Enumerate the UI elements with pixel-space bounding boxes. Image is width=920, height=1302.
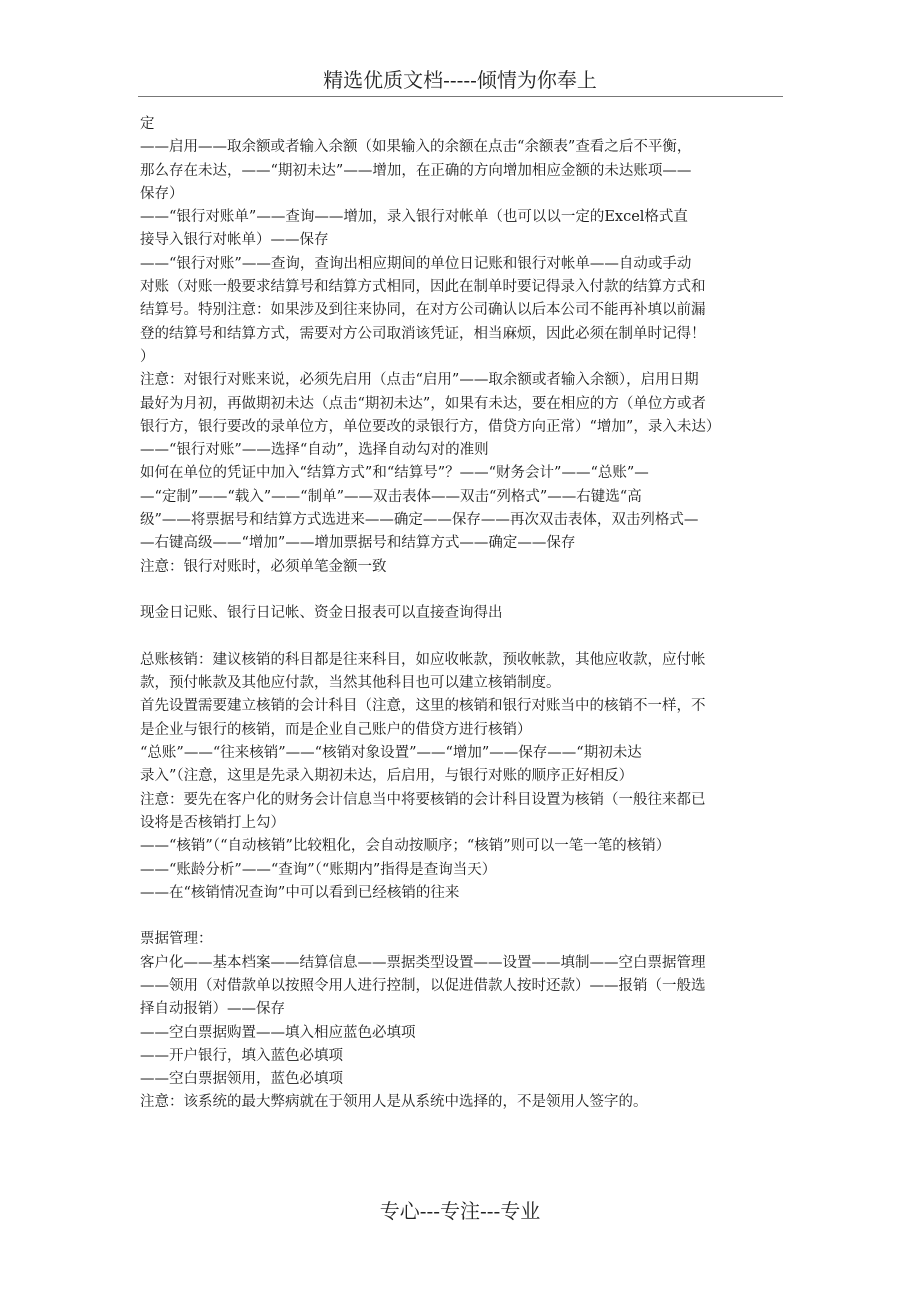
text-line: ——启用——取余额或者输入余额（如果输入的余额在点击“余额表”查看之后不平衡， bbox=[140, 139, 692, 156]
text-line: 定 bbox=[140, 116, 155, 132]
text-line: 登的结算号和结算方式，需要对方公司取消该凭证，相当麻烦，因此必须在制单时记得！ bbox=[140, 325, 706, 342]
text-line: 择自动报销）——保存 bbox=[140, 1001, 285, 1018]
text-line: ——“银行对账”——查询，查询出相应期间的单位日记账和银行对帐单——自动或手动 bbox=[140, 255, 692, 272]
text-line: 设将是否核销打上勾） bbox=[140, 814, 285, 831]
document-body bbox=[140, 113, 780, 1115]
text-line: 那么存在未达，——“期初未达”——增加，在正确的方向增加相应金额的未达账项—— bbox=[140, 162, 692, 179]
text-line: 如何在单位的凭证中加入“结算方式”和“结算号”？——“财务会计”——“总账”— bbox=[140, 465, 649, 482]
text-line: —“定制”——“载入”——“制单”——双击表体——双击“列格式”——右键选“高 bbox=[140, 488, 642, 505]
text-line: 注意：银行对账时，必须单笔金额一致 bbox=[140, 558, 387, 575]
text-line: ——开户银行，填入蓝色必填项 bbox=[140, 1047, 343, 1064]
page-footer-text: 专心---专注---专业 bbox=[379, 1199, 541, 1223]
text-line: 是企业与银行的核销，而是企业自己账户的借贷方进行核销） bbox=[140, 721, 532, 738]
text-line: ——空白票据领用，蓝色必填项 bbox=[140, 1071, 343, 1088]
text-line: ——在“核销情况查询”中可以看到已经核销的往来 bbox=[140, 884, 460, 901]
text-line: 注意：该系统的最大弊病就在于领用人是从系统中选择的，不是领用人签字的。 bbox=[140, 1094, 648, 1111]
blank-line bbox=[140, 905, 780, 928]
text-line: 结算号。特别注意：如果涉及到往来协同，在对方公司确认以后本公司不能再补填以前漏 bbox=[140, 302, 706, 319]
text-line: 最好为月初，再做期初未达（点击“期初未达”，如果有未达，要在相应的方（单位方或者 bbox=[140, 395, 706, 412]
text-line: 级”——将票据号和结算方式选进来——确定——保存——再次双击表体，双击列格式— bbox=[140, 512, 699, 529]
text-line: 款，预付帐款及其他应付款，当然其他科目也可以建立核销制度。 bbox=[140, 675, 561, 692]
text-line: 注意：对银行对账来说，必须先启用（点击“启用”——取余额或者输入余额），启用日期 bbox=[140, 372, 699, 389]
text-line: 接导入银行对帐单）——保存 bbox=[140, 232, 329, 249]
text-line: —右键高级——“增加”——增加票据号和结算方式——确定——保存 bbox=[140, 535, 576, 552]
text-line: 总账核销：建议核销的科目都是往来科目，如应收帐款，预收帐款，其他应收款，应付帐 bbox=[140, 651, 706, 668]
text-line: ——空白票据购置——填入相应蓝色必填项 bbox=[140, 1024, 416, 1041]
text-line: 票据管理： bbox=[140, 931, 213, 948]
text-line: 注意：要先在客户化的财务会计信息当中将要核销的会计科目设置为核销（一般往来都已 bbox=[140, 791, 706, 808]
blank-line bbox=[140, 579, 780, 602]
text-line: ——“核销”（“自动核销”比较粗化，会自动按顺序；“核销”则可以一笔一笔的核销） bbox=[140, 838, 671, 855]
text-line: ——“银行对账”——选择“自动”，选择自动勾对的准则 bbox=[140, 442, 489, 459]
blank-line bbox=[140, 626, 780, 649]
text-line: “总账”——“往来核销”——“核销对象设置”——“增加”——保存——“期初未达 bbox=[140, 745, 642, 762]
header-divider bbox=[138, 96, 783, 97]
text-line: ——“银行对账单”——查询——增加，录入银行对帐单（也可以以一定的Excel格式直 bbox=[140, 209, 688, 226]
text-line: ——领用（对借款单以按照令用人进行控制，以促进借款人按时还款）——报销（一般选 bbox=[140, 977, 706, 994]
text-line: ） bbox=[140, 348, 155, 365]
page-header-title: 精选优质文档-----倾情为你奉上 bbox=[323, 68, 597, 92]
text-line: ——“账龄分析”——“查询”（“账期内”指得是查询当天） bbox=[140, 861, 497, 878]
text-line: 客户化——基本档案——结算信息——票据类型设置——设置——填制——空白票据管理 bbox=[140, 954, 706, 971]
text-line: 银行方，银行要改的录单位方，单位要改的录银行方，借贷方向正常）“增加”，录入未达） bbox=[140, 418, 721, 435]
text-line: 首先设置需要建立核销的会计科目（注意，这里的核销和银行对账当中的核销不一样，不 bbox=[140, 698, 706, 715]
text-line: 录入”（注意，这里是先录入期初未达，后启用，与银行对账的顺序正好相反） bbox=[140, 768, 634, 785]
text-line: 保存） bbox=[140, 185, 184, 202]
text-line: 现金日记账、银行日记帐、资金日报表可以直接查询得出 bbox=[140, 605, 503, 622]
text-line: 对账（对账一般要求结算号和结算方式相同，因此在制单时要记得录入付款的结算方式和 bbox=[140, 279, 706, 296]
